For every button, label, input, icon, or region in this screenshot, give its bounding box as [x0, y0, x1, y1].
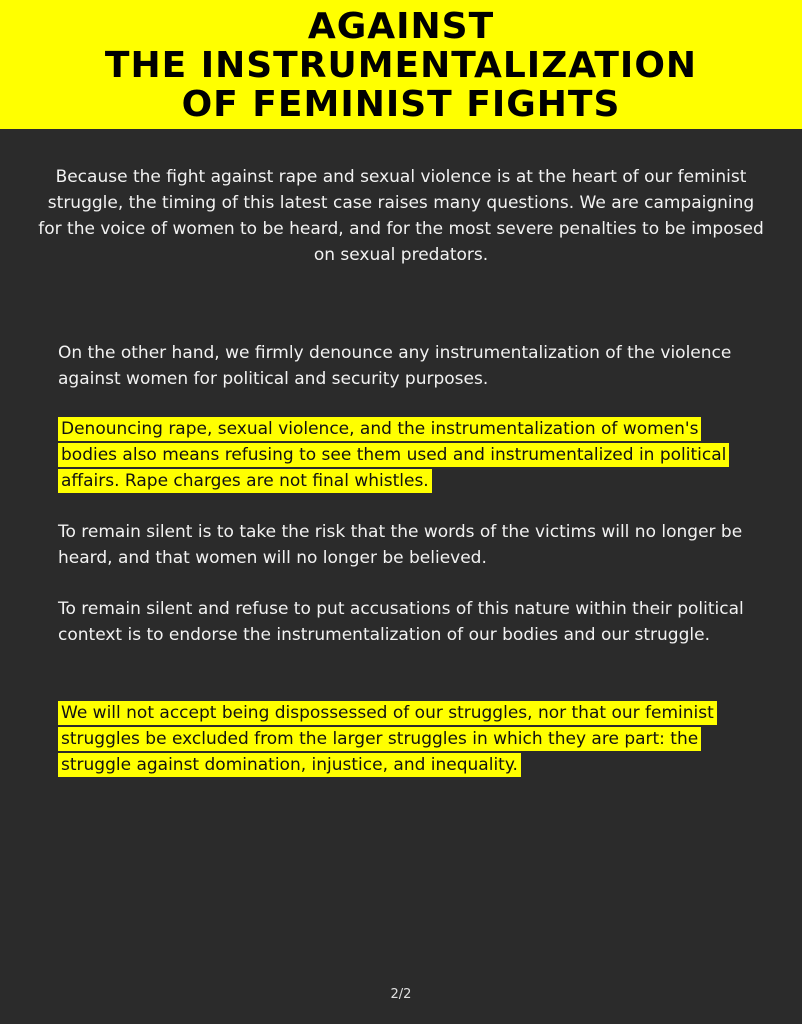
highlighted-text: Denouncing rape, sexual violence, and the instrumentalization of women's bodies also means refusing to see them used and instrumentalized in political affairs. Rape charges are not final whistles. — [58, 417, 729, 493]
highlighted-text: We will not accept being dispossessed of our struggles, nor that our feminist struggles be excluded from the larger struggles in which they are part: the struggle against domination, injustice, and inequality. — [58, 701, 717, 777]
title-line-3: OF FEMINIST FIGHTS — [181, 84, 621, 125]
paragraph-denounce: On the other hand, we firmly denounce any instrumentalization of the violence against women for political and security purposes. — [58, 343, 732, 389]
intro-paragraph: Because the fight against rape and sexual violence is at the heart of our feminist struggle, the timing of this latest case raises many questions. We are campaigning for the voice of women to be heard, and for the most severe penalties to be imposed on sexual predators. — [38, 167, 764, 265]
title-line-2: THE INSTRUMENTALIZATION — [104, 45, 698, 86]
title-line-1: AGAINST — [307, 6, 495, 47]
highlighted-paragraph-struggles — [58, 700, 750, 778]
title-banner — [0, 0, 802, 129]
highlighted-paragraph-bodies — [58, 416, 750, 494]
page-title — [0, 7, 802, 124]
paragraph-silence-risk: To remain silent is to take the risk that the words of the victims will no longer be heard, and that women will no longer be believed. — [58, 522, 743, 568]
paragraph-silence-endorse: To remain silent and refuse to put accusations of this nature within their political context is to endorse the instrumentalization of our bodies and our struggle. — [58, 599, 744, 645]
page-number: 2/2 — [390, 987, 412, 1002]
